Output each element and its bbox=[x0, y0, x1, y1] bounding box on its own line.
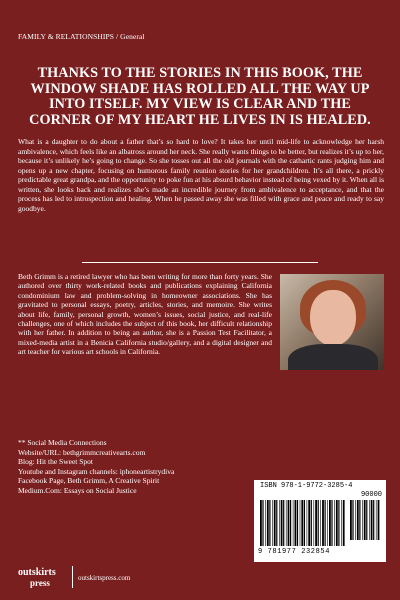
social-header: ** Social Media Connections bbox=[18, 438, 107, 447]
medium-link: Medium.Com: Essays on Social Justice bbox=[18, 485, 137, 495]
youtube-instagram-link: Youtube and Instagram channels: iphoneartistrydiva bbox=[18, 466, 175, 476]
barcode bbox=[254, 480, 386, 562]
book-category: FAMILY & RELATIONSHIPS / General bbox=[18, 32, 145, 41]
author-bio-section bbox=[18, 272, 384, 373]
isbn-number: ISBN 978-1-9772-3285-4 bbox=[260, 482, 353, 490]
ean-barcode-bars bbox=[260, 500, 346, 546]
website-link: Website/URL: bethgrimmcreativearts.com bbox=[18, 447, 146, 457]
price-barcode-bars bbox=[350, 500, 380, 540]
logo-bottom-text: press bbox=[30, 578, 50, 588]
blog-link: Blog: Hit the Sweet Spot bbox=[18, 457, 93, 467]
social-links bbox=[18, 438, 174, 496]
author-bio: Beth Grimm is a retired lawyer who has been writing for more than forty years. She authored over thirty work-related books and publications explaining California condominium law and problem-solving in homeowner associations. She has gravitated to personal essays, poetry, articles, stories, and memoire. She writes about life, family, personal growth, women’s issues, social justice, and real-life challenges, one of which includes the subject of this book, her difficult relationship with her father. In addition to being an author, she is a Passion Test Facilitator, a mixed-media artist in a Benicia California studio/gallery, and a digital designer and art teacher for various art schools in California. bbox=[18, 272, 272, 357]
publisher-website: outskirtspress.com bbox=[78, 574, 131, 582]
logo-divider bbox=[72, 566, 73, 588]
section-divider bbox=[82, 262, 318, 263]
ean-number: 9 781977 232854 bbox=[258, 548, 331, 556]
book-blurb: What is a daughter to do about a father that’s so hard to love? It takes her until mid-life to acknowledge her harsh ambivalence, which feels like an albatross around her neck. She really wants things to be better, but realizes it’s up to her, because it’s unlikely he’s going to change. So she tosses out all the old journals with the cathartic rants judging him and opens up a new chapter, focusing on humorous family reunion stories for her grandchildren. It’s all there, a prickly predictable great grandpa, and the opportunity to poke fun at his absurd behavior instead of being vexed by it. When all is written, she looks back and realizes she’s made an incredible journey from ambivalence to acceptance, and that the process has led to introspection and healing. When he passed away she was filled with grace and peace and ready to say goodbye. bbox=[18, 137, 384, 213]
price-code: 90000 bbox=[360, 491, 382, 499]
publisher-logo bbox=[18, 568, 70, 588]
facebook-link: Facebook Page, Beth Grimm, A Creative Spirit bbox=[18, 476, 160, 486]
headline-quote: THANKS TO THE STORIES IN THIS BOOK, THE WINDOW SHADE HAS ROLLED ALL THE WAY UP INTO ITSELF. MY VIEW IS CLEAR AND THE CORNER OF MY HEART HE LIVES IN IS HEALED. bbox=[29, 65, 371, 128]
logo-top-text: outskirts bbox=[18, 567, 56, 578]
author-photo bbox=[280, 274, 384, 370]
